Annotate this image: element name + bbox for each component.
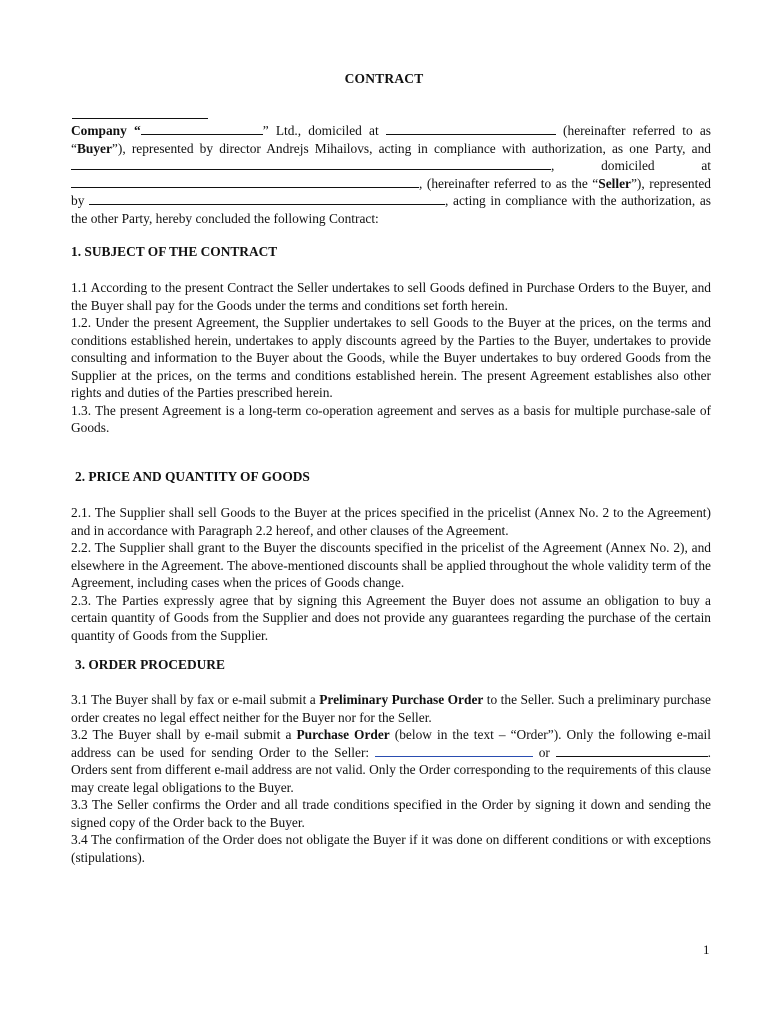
clause: 3.2 The Buyer shall by e-mail submit a Purchase Order (below in the text – “Order”). Only the following e-mail address can be used for sending Order to the Seller: or . Orders sent from different e-mail address are not valid. Only the Order corresponding to the requirements of this clause may create legal obligations to the Buyer.	[71, 727, 711, 795]
clause: 1.2. Under the present Agreement, the Supplier undertakes to sell Goods to the Buyer at the prices, on the terms and conditions established herein, undertakes to apply discounts agreed by the Parties to the Buyer, undertakes to provide consulting and information to the Buyer about the Goods, while the Buyer undertakes to buy ordered Goods from the Supplier at the prices, on the terms and conditions established herein. The present Agreement establishes also other rights and duties of the Parties prescribed herein.	[71, 315, 711, 400]
section-heading: 2. PRICE AND QUANTITY OF GOODS	[75, 469, 310, 484]
email-address-blank-1[interactable]	[375, 744, 533, 757]
clause: 1.3. The present Agreement is a long-term co-operation agreement and serves as a basis for multiple purchase-sale of Goods.	[71, 402, 711, 435]
clause: 1.1 According to the present Contract the Seller undertakes to sell Goods defined in Purchase Orders to the Buyer, and the Buyer shall pay for the Goods under the terms and conditions set forth herein.	[71, 280, 711, 313]
seller-word: Seller	[598, 175, 631, 191]
section-body	[71, 691, 711, 866]
clause: 3.3 The Seller confirms the Order and all trade conditions specified in the Order by signing it down and sending the signed copy of the Order back to the Buyer.	[71, 797, 711, 830]
buyer-word: Buyer	[76, 140, 112, 156]
signature-line	[72, 118, 208, 119]
representative-blank[interactable]	[89, 192, 445, 205]
seller-address-blank[interactable]	[71, 175, 419, 188]
section-body	[71, 279, 711, 437]
section-heading: 1. SUBJECT OF THE CONTRACT	[71, 244, 278, 259]
document-title: CONTRACT	[344, 71, 424, 86]
section-body	[71, 504, 711, 644]
page-number: 1	[703, 942, 710, 957]
email-address-blank-2[interactable]	[556, 744, 708, 757]
company-label: Company “	[71, 123, 141, 138]
company-name-blank[interactable]	[141, 122, 263, 135]
section-heading: 3. ORDER PROCEDURE	[75, 657, 225, 672]
clause: 3.1 The Buyer shall by fax or e-mail submit a Preliminary Purchase Order to the Seller. Such a preliminary purchase order creates no legal effect neither for the Buyer nor for the Seller.	[71, 692, 711, 725]
seller-name-blank[interactable]	[71, 157, 551, 170]
company-address-blank[interactable]	[386, 122, 556, 135]
clause: 2.2. The Supplier shall grant to the Buyer the discounts specified in the pricelist of the Agreement (Annex No. 2), and elsewhere in the Agreement. The above-mentioned discounts shall be applied throughout the whole validity term of the Agreement, including cases when the prices of Goods change.	[71, 540, 711, 590]
clause: 3.4 The confirmation of the Order does not obligate the Buyer if it was done on different conditions or with exceptions (stipulations).	[71, 832, 711, 865]
intro-paragraph: Company “ ” Ltd., domiciled at (hereinafter referred to as “Buyer”), represented by director Andrejs Mihailovs, acting in compliance with authorization, as one Party, and, domiciled at , (hereinafter referred to as the “Seller”), represented by , acting in compliance with the authorization, as the other Party, hereby concluded the following Contract:	[71, 123, 711, 226]
clause: 2.1. The Supplier shall sell Goods to the Buyer at the prices specified in the pricelist (Annex No. 2 to the Agreement) and in accordance with Paragraph 2.2 hereof, and other clauses of the Agreement.	[71, 505, 711, 538]
clause: 2.3. The Parties expressly agree that by signing this Agreement the Buyer does not assume an obligation to buy a certain quantity of Goods from the Supplier and does not provide any guarantees regarding the purchase of the certain quantity of Goods from the Supplier.	[71, 592, 711, 643]
